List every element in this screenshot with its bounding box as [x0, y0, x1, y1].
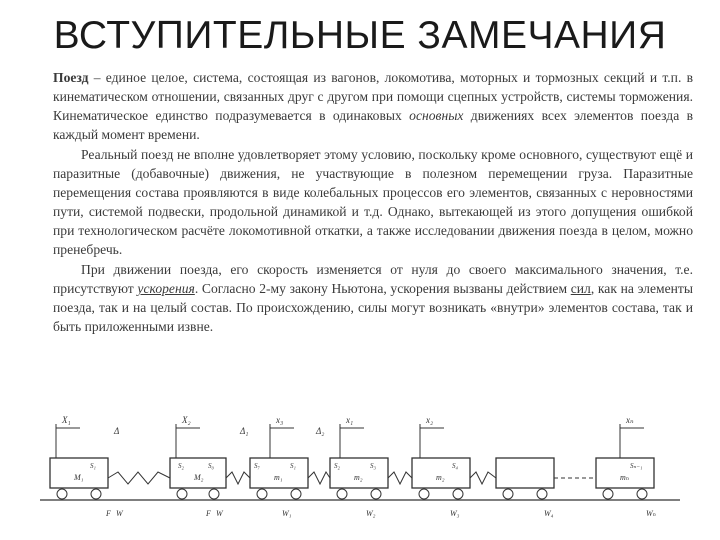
- label-m5: m₂: [436, 473, 445, 482]
- label-delta1: Δ₁: [240, 426, 249, 436]
- label-wc: W₃: [450, 509, 460, 518]
- wheel: [91, 489, 101, 499]
- wheel: [337, 489, 347, 499]
- label-wb: W₂: [366, 509, 376, 518]
- label-s0: S₀: [208, 462, 214, 470]
- p3-text-c: , как на элементы поезда, так и на целый состав. По происхождению, силы могут возникать «внутри» элементов состава, так и быть приложенными извне.: [53, 281, 693, 334]
- label-m2: M₂: [194, 473, 204, 482]
- spring: [388, 472, 412, 484]
- paragraph-forces: [53, 260, 693, 336]
- spring: [308, 472, 330, 484]
- label-x2: X₂: [182, 415, 191, 425]
- paragraph-train-definition: [53, 68, 693, 144]
- label-s4: S₄: [452, 462, 458, 470]
- wheel: [419, 489, 429, 499]
- wheel: [503, 489, 513, 499]
- s-labels: [90, 462, 642, 470]
- label-delta: Δ: [114, 426, 120, 436]
- top-arrows: [56, 424, 644, 458]
- label-x3: x₃: [276, 415, 284, 425]
- wheel: [57, 489, 67, 499]
- wheel: [603, 489, 613, 499]
- wheel: [537, 489, 547, 499]
- label-m1: M₁: [74, 473, 84, 482]
- label-m4: m₂: [354, 473, 363, 482]
- label-s1: S₁: [90, 462, 96, 470]
- label-sn: Sₙ₋₁: [630, 462, 643, 470]
- term-train: Поезд: [53, 70, 89, 85]
- wheel: [453, 489, 463, 499]
- label-w1: W: [116, 509, 123, 518]
- label-wa: W₁: [282, 509, 292, 518]
- label-x1: X₁: [62, 415, 71, 425]
- paragraph-parasitic-motion: Реальный поезд не вполне удовлетворяет этому условию, поскольку кроме основного, существуют ещё и паразитные (добавочные) движения, не участвующие в полезном перемещении груза. Паразитные перемещения состава проявляются в виде колебальных процессов его элементов, связанных с неровностями пути, системой подвески, продольной динамикой и т.д. Однако, вытекающей из этого допущения ошибкой при технологическом расчёте локомотивной откатки, а также исследовании движения поезда в целом, можно пренебречь.: [53, 147, 693, 257]
- label-xn: xₙ: [626, 415, 634, 425]
- label-s7: S₇: [254, 462, 260, 470]
- wheel: [291, 489, 301, 499]
- spring: [470, 472, 496, 484]
- label-mn: mₙ: [620, 473, 630, 482]
- label-w2: W: [216, 509, 223, 518]
- label-delta2: Δ₂: [316, 426, 325, 436]
- x-labels: [61, 415, 634, 436]
- p3-text-b: . Согласно 2-му закону Ньютона, ускорения вызваны действием: [194, 281, 571, 296]
- p1-text-a: – единое целое, система, состоящая из вагонов, локомотива, моторных и тормозных секций и т.п. в кинематическом отношении, связанных друг с другом при помощи сцепных устройств, системы торможения. Кинематическое единство подразумевается в одинаковых: [53, 70, 693, 123]
- label-f1: F: [106, 509, 111, 518]
- wheel: [257, 489, 267, 499]
- p3-text-a: При движении поезда, его скорость изменяется от нуля до своего максимального значения, т.е. присутствуют: [53, 262, 693, 296]
- label-x5: x₂: [426, 415, 434, 425]
- label-wd: W₄: [544, 509, 554, 518]
- train-dynamics-diagram: [40, 412, 680, 522]
- label-f2: F: [206, 509, 211, 518]
- slide-title: ВСТУПИТЕЛЬНЫЕ ЗАМЕЧАНИЯ: [53, 14, 667, 57]
- label-wn: Wₙ: [646, 509, 656, 518]
- spring: [108, 472, 170, 484]
- force-labels: [105, 509, 656, 518]
- body-text: [53, 68, 693, 337]
- label-s3: S₃: [370, 462, 376, 470]
- label-s1b: S₁: [290, 462, 296, 470]
- wheel: [637, 489, 647, 499]
- label-s2b: S₂: [334, 462, 340, 470]
- wheel: [209, 489, 219, 499]
- label-m3: m₁: [274, 473, 283, 482]
- wagon-body: [496, 458, 554, 488]
- wheel: [177, 489, 187, 499]
- label-x4: x₁: [346, 415, 354, 425]
- wheel: [371, 489, 381, 499]
- spring: [226, 472, 250, 484]
- p3-underline: сил: [570, 281, 591, 296]
- p3-emph: ускорения: [137, 281, 195, 296]
- label-s2: S₂: [178, 462, 184, 470]
- p1-emph: основных: [409, 108, 464, 123]
- p1-text-b: движениях всех элементов поезда в каждый момент времени.: [53, 108, 693, 142]
